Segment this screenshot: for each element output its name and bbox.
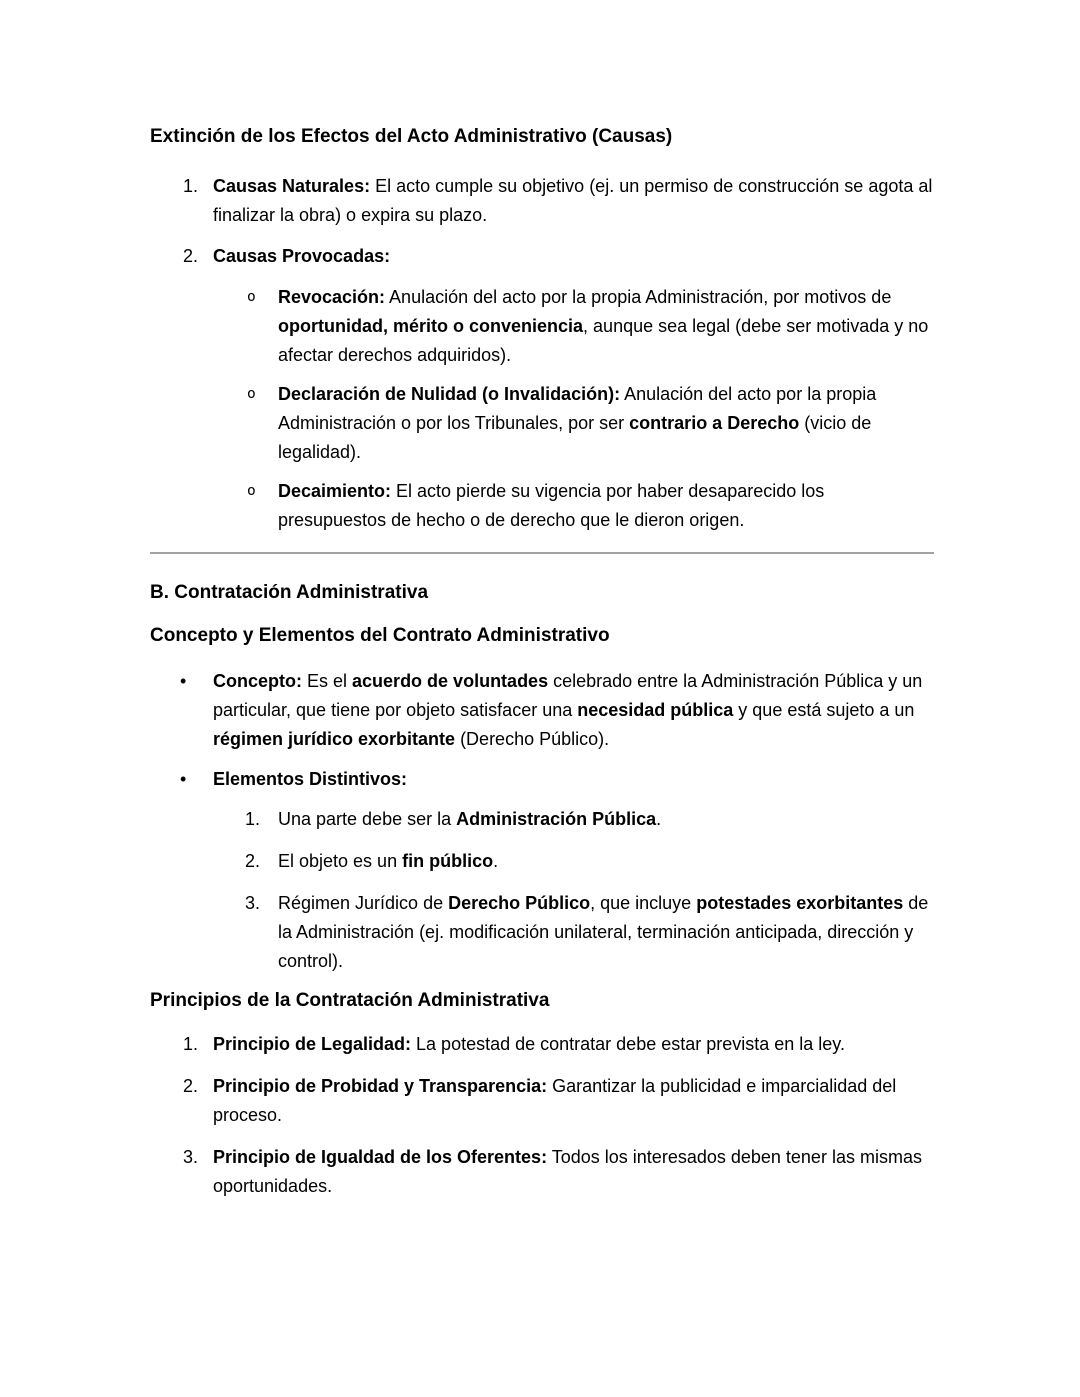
numbered-list-causas [150, 172, 934, 271]
list-item-text: Una parte debe ser la Administración Pública. [278, 809, 662, 829]
list-item-text: Causas Naturales: El acto cumple su objetivo (ej. un permiso de construcción se agota al finalizar la obra) o expira su plazo. [213, 176, 933, 225]
list-item [150, 765, 934, 794]
list-item-text: Régimen Jurídico de Derecho Público, que incluye potestades exorbitantes de la Administración (ej. modificación unilateral, terminación anticipada, dirección y control). [278, 893, 929, 971]
bullet-list-marker: • [180, 769, 187, 789]
list-marker: 2. [183, 246, 199, 266]
list-marker: 2. [183, 1076, 199, 1096]
list-item [150, 1030, 934, 1059]
numbered-list-principios [150, 1030, 934, 1201]
heading-contratacion-administrativa: B. Contratación Administrativa [150, 582, 429, 603]
list-item [150, 889, 934, 976]
bullet-list-marker: • [180, 671, 187, 691]
heading-extincion: Extinción de los Efectos del Acto Administrativo (Causas) [150, 126, 673, 147]
list-item-text: Declaración de Nulidad (o Invalidación): Anulación del acto por la propia Administración o por los Tribunales, por ser contrario a Derecho (vicio de legalidad). [278, 384, 877, 462]
list-item-text: Principio de Legalidad: La potestad de contratar debe estar prevista en la ley. [213, 1034, 845, 1054]
list-item [150, 1143, 934, 1201]
circle-sub-list-causas-provocadas [150, 283, 934, 535]
list-item [150, 667, 934, 754]
list-item [150, 1072, 934, 1130]
list-marker: 3. [183, 1147, 199, 1167]
bullet-list-concepto [150, 667, 934, 794]
list-item [150, 847, 934, 876]
list-item-text: Elementos Distintivos: [213, 769, 408, 789]
list-item [150, 242, 934, 271]
list-marker: 2. [245, 851, 261, 871]
list-item-text: Decaimiento: El acto pierde su vigencia por haber desaparecido los presupuestos de hecho o de derecho que le dieron origen. [278, 481, 825, 530]
list-marker: 1. [183, 176, 199, 196]
list-item-text: El objeto es un fin público. [278, 851, 499, 871]
list-marker: 1. [183, 1034, 199, 1054]
list-marker: 1. [245, 809, 261, 829]
circle-list-marker: o [247, 289, 256, 305]
list-item-text: Principio de Igualdad de los Oferentes: Todos los interesados deben tener las mismas oportunidades. [213, 1147, 922, 1196]
list-item [150, 805, 934, 834]
numbered-sub-list-elementos [150, 805, 934, 976]
list-item [150, 172, 934, 230]
section-divider [150, 552, 934, 554]
heading-concepto-elementos: Concepto y Elementos del Contrato Administrativo [150, 625, 610, 646]
circle-list-marker: o [247, 483, 256, 499]
list-item-text: Revocación: Anulación del acto por la propia Administración, por motivos de oportunidad, mérito o conveniencia, aunque sea legal (debe ser motivada y no afectar derechos adquiridos). [278, 287, 929, 365]
list-marker: 3. [245, 893, 261, 913]
circle-list-marker: o [247, 386, 256, 402]
list-item [150, 380, 934, 467]
list-item [150, 477, 934, 535]
list-item-text: Causas Provocadas: [213, 246, 391, 266]
list-item [150, 283, 934, 370]
list-item-text: Concepto: Es el acuerdo de voluntades celebrado entre la Administración Pública y un particular, que tiene por objeto satisfacer una necesidad pública y que está sujeto a un régimen jurídico exorbitante (Derecho Público). [213, 671, 923, 749]
heading-principios: Principios de la Contratación Administrativa [150, 990, 550, 1011]
list-item-text: Principio de Probidad y Transparencia: Garantizar la publicidad e imparcialidad del proceso. [213, 1076, 897, 1125]
